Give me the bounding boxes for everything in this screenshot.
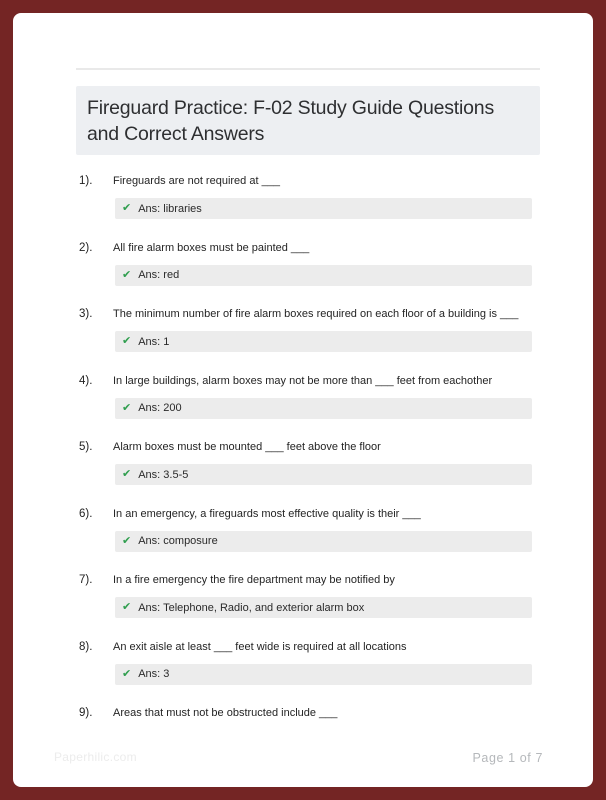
question-item (79, 573, 559, 618)
answer-text: Ans: 1 (138, 335, 170, 348)
question-number: 6). (79, 507, 93, 520)
question-text: The minimum number of fire alarm boxes required on each floor of a building is ___ (113, 308, 519, 320)
question-number: 8). (79, 640, 93, 653)
answer-box (115, 265, 532, 286)
question-number: 3). (79, 308, 93, 320)
question-text: In a fire emergency the fire department may be notified by (113, 574, 395, 586)
answer-box (115, 198, 532, 219)
document-title-block (76, 86, 540, 155)
question-row (79, 706, 559, 721)
answer-text: Ans: red (138, 269, 180, 281)
question-item (79, 640, 559, 685)
question-number: 4). (79, 374, 93, 387)
answer-text: Ans: 3.5-5 (138, 468, 189, 481)
check-icon: ✔ (122, 202, 132, 214)
question-text: Alarm boxes must be mounted ___ feet above the floor (113, 441, 381, 453)
check-icon: ✔ (122, 401, 132, 414)
watermark: Paperhilic.com (54, 750, 137, 764)
question-number: 1). (79, 175, 93, 187)
top-divider (76, 68, 540, 70)
check-icon: ✔ (122, 667, 132, 680)
check-icon: ✔ (122, 335, 132, 347)
question-row (79, 307, 559, 322)
question-row (79, 440, 559, 455)
page-title: Fireguard Practice: F-02 Study Guide Questions and Correct Answers (87, 97, 494, 145)
question-row (79, 374, 559, 389)
answer-box (115, 531, 532, 552)
answer-box (115, 664, 532, 685)
answer-text: Ans: composure (138, 535, 218, 547)
answer-box (115, 398, 532, 419)
question-text: An exit aisle at least ___ feet wide is required at all locations (113, 640, 407, 653)
answer-box (115, 331, 532, 352)
question-row (79, 507, 559, 522)
question-list (79, 174, 559, 743)
question-row (79, 640, 559, 655)
check-icon: ✔ (122, 268, 132, 281)
question-number: 2). (79, 241, 93, 254)
question-text: In an emergency, a fireguards most effective quality is their ___ (113, 507, 421, 520)
question-row (79, 174, 559, 189)
question-item (79, 307, 559, 352)
question-text: Fireguards are not required at ___ (113, 175, 280, 187)
document-page (13, 13, 593, 787)
question-text: In large buildings, alarm boxes may not be more than ___ feet from eachother (113, 374, 493, 387)
question-number: 9). (79, 707, 93, 719)
question-item (79, 706, 559, 721)
check-icon: ✔ (122, 534, 132, 547)
answer-text: Ans: Telephone, Radio, and exterior alarm box (138, 601, 365, 614)
check-icon: ✔ (122, 468, 132, 480)
answer-text: Ans: 200 (138, 402, 182, 414)
question-row (79, 241, 559, 256)
check-icon: ✔ (122, 601, 132, 613)
question-row (79, 573, 559, 588)
question-text: Areas that must not be obstructed include ___ (113, 707, 338, 719)
answer-box (115, 597, 532, 618)
question-text: All fire alarm boxes must be painted ___ (113, 241, 310, 254)
question-item (79, 174, 559, 219)
answer-text: Ans: libraries (138, 202, 202, 215)
question-item (79, 374, 559, 419)
page-indicator: Page 1 of 7 (472, 751, 543, 765)
question-item (79, 241, 559, 286)
question-number: 5). (79, 441, 93, 453)
question-item (79, 507, 559, 552)
question-number: 7). (79, 574, 93, 586)
question-item (79, 440, 559, 485)
answer-text: Ans: 3 (138, 668, 170, 680)
answer-box (115, 464, 532, 485)
